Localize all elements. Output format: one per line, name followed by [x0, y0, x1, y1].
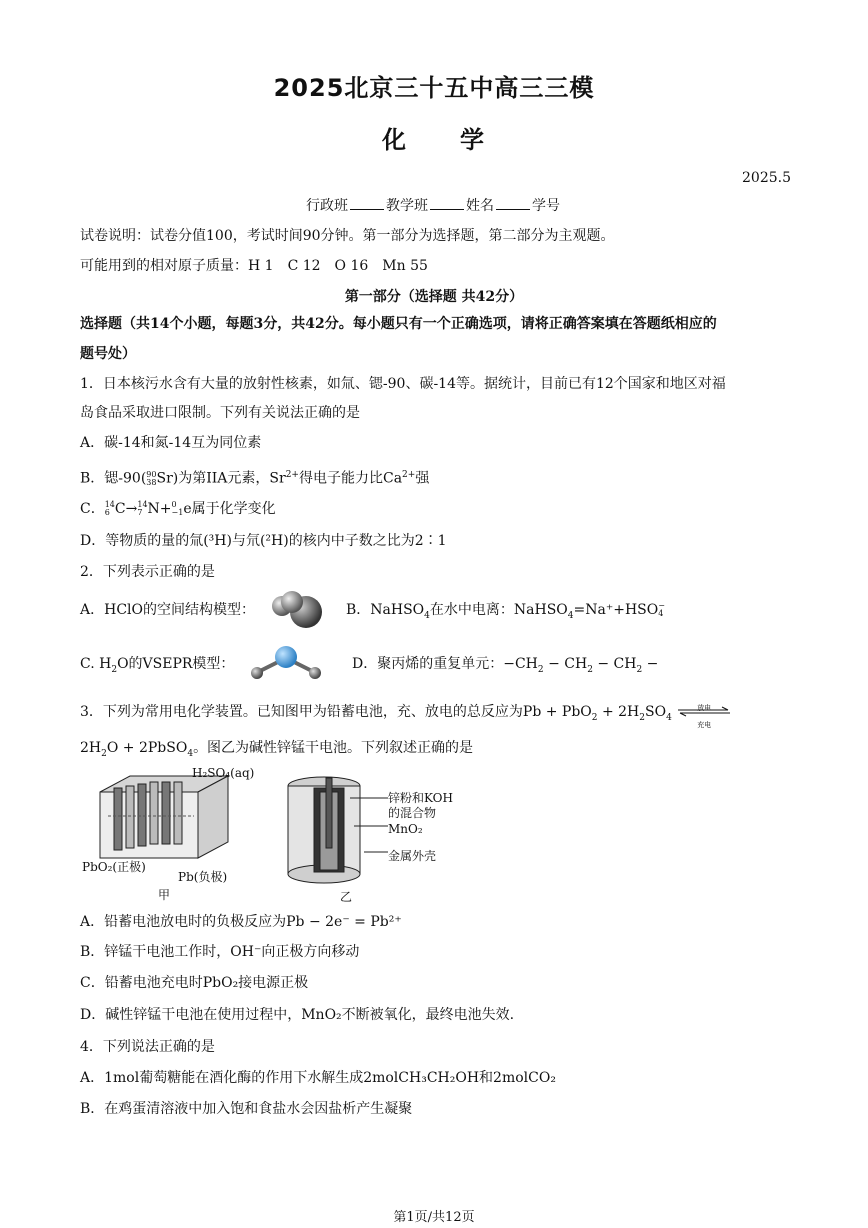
lead-acid-battery-figure: [90, 772, 240, 872]
q3-stem-2-pre: 2H: [80, 740, 102, 756]
q1-option-d: D．等物质的量的氚(³H)与氘(²H)的核内中子数之比为2∶1: [80, 533, 447, 549]
q3-stem-2-sub2: 4: [187, 748, 194, 759]
q1-option-b: [80, 465, 429, 489]
label-pbo2-positive: PbO₂(正极): [82, 860, 146, 874]
q1-b-pre: B．锶-90(: [80, 470, 147, 487]
q2-c-pre: C. H: [80, 656, 112, 672]
q2-c-sub: 2: [111, 664, 118, 675]
field-id: 学号: [532, 198, 560, 214]
q1-b-post2: 得电子能力比Ca: [298, 470, 403, 487]
arrow-label-discharge: 放电: [697, 704, 712, 712]
q1-b-mass: 90: [146, 469, 157, 479]
q2-c-post: O的VSEPR模型：: [117, 656, 235, 672]
label-metal-shell: 金属外壳: [388, 849, 437, 863]
q2-d-sub2: 2: [587, 664, 593, 675]
q3-stem-2-post: 。图乙为碱性锌锰干电池。下列叙述正确的是: [193, 740, 474, 756]
q4-option-a: A．1mol葡萄糖能在酒化酶的作用下水解生成2molCH₃CH₂OH和2molCO₂: [80, 1070, 556, 1086]
q1-c-m1: 14: [104, 500, 115, 509]
exam-note: 试卷说明：试卷分值100，考试时间90分钟。第一部分为选择题，第二部分为主观题。: [80, 228, 615, 244]
q2-option-a: [80, 600, 255, 620]
q3-stem-sub3: 4: [666, 712, 672, 723]
q3-stem-1-mid2: SO: [645, 704, 667, 720]
q3-option-b: B．锌锰干电池工作时，OH⁻向正极方向移动: [80, 944, 360, 960]
q3-stem-2: [80, 738, 473, 764]
q2-d-sub1: 2: [537, 664, 544, 675]
blank-teaching-class[interactable]: [430, 195, 464, 210]
q3-stem-1-mid: + 2H: [597, 704, 640, 720]
q1-b-sup2: 2+: [402, 470, 416, 480]
q1-b-z: 38: [146, 477, 157, 487]
field-class: 行政班: [306, 198, 348, 214]
q2-b-mid: 在水中电离：NaHSO: [429, 602, 568, 618]
section-instruction-2: 题号处）: [80, 346, 136, 362]
q1-c-iso2: [137, 501, 147, 517]
q3-option-a: A．铅蓄电池放电时的负极反应为Pb − 2e⁻ = Pb²⁺: [80, 914, 402, 930]
q4-option-b: B．在鸡蛋清溶液中加入饱和食盐水会因盐析产生凝聚: [80, 1101, 413, 1117]
field-name: 姓名: [466, 198, 494, 214]
label-pb-negative: Pb(负极): [178, 870, 228, 884]
q1-b-isotope: [146, 471, 156, 487]
q1-c-z2: 7: [137, 508, 143, 517]
q1-stem-2: 岛食品采取进口限制。下列有关说法正确的是: [80, 405, 360, 421]
section-title: 第一部分（选择题 共42分）: [344, 289, 524, 305]
q2-d-end: −: [642, 656, 659, 672]
q2-b-sup3: −: [658, 601, 665, 610]
q4-stem: 4．下列说法正确的是: [80, 1039, 215, 1055]
q1-c-eq-a: C→: [114, 501, 138, 517]
label-mixture: 的混合物: [388, 806, 437, 820]
q2-stem: 2．下列表示正确的是: [80, 564, 215, 580]
q2-option-d: [352, 654, 658, 680]
subject-title: 化 学: [382, 126, 486, 154]
q1-c-iso1: [105, 501, 115, 517]
label-zn-koh: 锌粉和KOH: [388, 791, 453, 805]
q2-a-text: A．HClO的空间结构模型：: [80, 602, 255, 618]
q1-c-m3: 0: [171, 500, 177, 509]
q1-c-eq-b: N+: [147, 501, 172, 517]
hclo-model-icon: [268, 588, 328, 632]
q2-b-pre: B．NaHSO: [346, 602, 425, 618]
q2-b-sub3: 4: [658, 609, 664, 618]
q2-b-sub2: 4: [567, 610, 574, 621]
h2o-vsepr-model-icon: [246, 640, 326, 684]
q1-stem-1: 1．日本核污水含有大量的放射性核素，如氚、锶-90、碳-14等。据统计，目前已有12个国家和地区对福: [80, 376, 726, 392]
label-mno2: MnO₂: [388, 822, 423, 836]
label-jia: 甲: [158, 888, 171, 902]
label-leader-lines: [340, 792, 390, 856]
q1-b-post3: 强: [415, 470, 430, 487]
q1-b-element: Sr: [156, 470, 173, 487]
q1-c-eq-c: e属于化学变化: [183, 501, 276, 517]
label-h2so4: H₂SO₄(aq): [192, 766, 255, 780]
section-instruction-1: 选择题（共14个小题，每题3分，共42分。每小题只有一个正确选项，请将正确答案填在答题纸相应的: [80, 316, 717, 332]
q3-stem-2-sub1: 2: [101, 748, 107, 759]
q1-option-c: [80, 499, 276, 519]
q2-option-c: [80, 654, 234, 680]
q2-b-post: =Na⁺+HSO: [573, 602, 659, 618]
field-teaching-class: 教学班: [386, 198, 428, 214]
blank-name[interactable]: [496, 195, 530, 210]
q1-c-z1: 6: [104, 508, 110, 517]
reversible-arrow-icon: [676, 702, 732, 729]
q1-c-iso3: [172, 501, 184, 517]
q1-c-m2: 14: [137, 500, 148, 509]
q2-d-mid: − CH: [543, 656, 588, 672]
q1-c-pre: C．: [80, 501, 105, 517]
q1-option-a: A．碳-14和氮-14互为同位素: [80, 435, 262, 451]
q3-option-d: D．碱性锌锰干电池在使用过程中，MnO₂不断被氧化，最终电池失效.: [80, 1007, 515, 1023]
q3-stem-1-pre: 3．下列为常用电化学装置。已知图甲为铅蓄电池，充、放电的总反应为Pb + PbO: [80, 704, 592, 720]
q3-stem-2-mid: O + 2PbSO: [106, 740, 188, 756]
blank-class[interactable]: [350, 195, 384, 210]
q1-b-post: )为第IIA元素，Sr: [172, 470, 286, 487]
q2-d-pre: D．聚丙烯的重复单元：−CH: [352, 656, 538, 672]
label-yi: 乙: [340, 890, 353, 904]
exam-title: 2025北京三十五中高三三模: [273, 74, 595, 102]
q2-d-mid2: − CH: [592, 656, 637, 672]
q3-option-c: C．铅蓄电池充电时PbO₂接电源正极: [80, 975, 309, 991]
q2-option-b: [346, 600, 665, 626]
q3-stem-sub1: 2: [591, 712, 598, 723]
q3-stem-1: [80, 702, 732, 728]
q2-b-ion: [658, 602, 665, 618]
q2-d-sub3: 2: [636, 664, 643, 675]
q1-b-sup1: 2+: [285, 470, 299, 480]
q1-c-z3: −1: [171, 508, 184, 517]
atomic-mass-note: 可能用到的相对原子质量：H 1 C 12 O 16 Mn 55: [80, 258, 428, 274]
page-footer: 第1页/共12页: [393, 1210, 475, 1225]
arrow-label-charge: 充电: [697, 721, 712, 729]
exam-date: 2025.5: [742, 170, 791, 186]
student-info-fields: [306, 195, 560, 216]
q2-b-sub: 4: [424, 610, 430, 621]
q3-stem-sub2: 2: [639, 712, 645, 723]
